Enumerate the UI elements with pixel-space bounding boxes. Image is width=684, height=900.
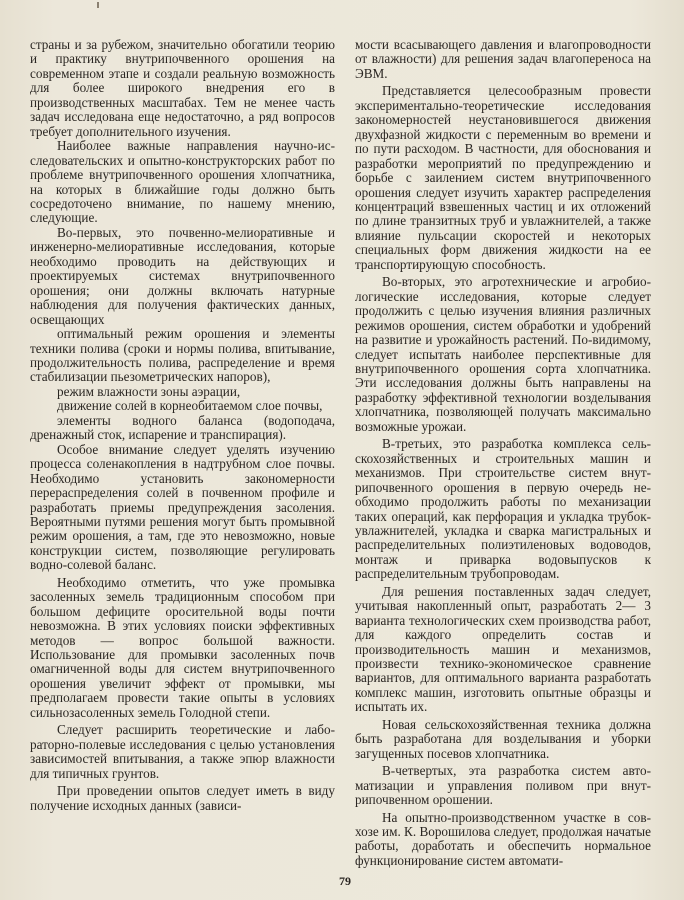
paragraph: режим влажности зоны аэрации, bbox=[57, 383, 241, 399]
page-number: 79 bbox=[339, 874, 351, 888]
paragraph: В-четвертых, эта разработка систем автоматизации и управления поливом при внутрипочвенном орошении. bbox=[355, 763, 651, 808]
paragraph: Новая сельскохозяйственная техника должна быть разработана для возделывания и уборки загущенных посевов хлопчатника. bbox=[355, 716, 651, 761]
paragraph: Особое внимание следует уделять изучению процесса соленакопления в надтрубном слое почвы. Необходимо установить закономерности перераспределения солей в почвенном профиле и разработать приемы предупреждения засоления. Вероятными путями решения могут быть промывной режим орошения, а там, где это невозможно, новые конструкции систем, позволяющие регулировать водно-солевой баланс. bbox=[30, 441, 335, 573]
left-text-column bbox=[30, 38, 335, 813]
paragraph: В-третьих, это разработка комплекса сельскохозяйственных и строительных машин и механизмов. При строительстве систем внутрипочвенного орошения в первую очередь необходимо продолжить работы по механизации таких операций, как перфорация и укладка трубок-увлажнителей, укладка и сварка магистральных и распределительных полиэтиленовых водоводов, монтаж и приварка водовыпусков к распределительным трубопроводам. bbox=[355, 436, 651, 582]
paragraph: оптимальный режим орошения и элементы техники полива (сроки и нормы полива, впитывание, продолжительность полива, распределение и время стабилизации пьезометрических напоров), bbox=[30, 326, 335, 385]
paragraph: Во-вторых, это агротехнические и агробиологические исследования, которые следует продолжить с целью изучения влияния различных режимов орошения, систем обработки и удобрений на развитие и урожайность растений. По-видимому, следует испытать наиболее перспективные для внутрипочвенного орошения сорта хлопчатника. Эти исследования должны быть направлены на разработку эффективной технологии возделывания хлопчатника, позволяющей получать максимально возможные урожаи. bbox=[355, 274, 651, 434]
paragraph: Следует расширить теоретические и лабораторно-полевые исследования с целью установления зависимостей впитывания, а также эпюр влажности для типичных грунтов. bbox=[30, 722, 335, 781]
right-text-column bbox=[355, 38, 651, 868]
paragraph: страны и за рубежом, значительно обогатили теорию и практику внутрипочвенного орошения на современном этапе и создали реальную возможность для более широкого внедрения его в производственных масштабах. Тем не менее часть задач исследована еще недостаточно, а ряд вопросов требует дополнительного изучения. bbox=[30, 37, 335, 139]
paragraph: На опытно-производственном участке в совхозе им. К. Ворошилова следует, продолжая начатые работы, доработать и обеспечить нормальное функционирование систем автомати- bbox=[355, 809, 651, 868]
paragraph: движение солей в корнеобитаемом слое почвы, bbox=[57, 398, 323, 414]
paragraph: Для решения поставленных задач следует, учитывая накопленный опыт, разработать 2— 3 варианта технологических схем производства работ, для каждого определить состав и производительность машин и механизмов, произвести технико-экономическое сравнение вариантов, для оптимального варианта разработать комплекс машин, изготовить опытные образцы и испытать их. bbox=[355, 583, 651, 715]
scan-artifact-mark bbox=[97, 2, 99, 8]
paragraph: Представляется целесообразным провести экспериментально-теоретические исследования закономерностей неустановившегося движения двухфазной жидкости с переменным во времени и по пути расходом. В частности, для обоснования и разработки мероприятий по предупреждению и борьбе с заилением систем внутрипочвенного орошения следует изучить характер распределения концентраций взвешенных частиц и их отложений по длине транзитных труб и увлажнителей, а также влияние пульсации скоростей и некоторых специальных форм движения жидкости на ее транспортирующую способность. bbox=[355, 83, 651, 272]
paragraph: Необходимо отметить, что уже промывка засоленных земель традиционным способом при большом дефиците оросительной воды почти невозможна. В этих условиях поиски эффективных методов — вопрос большой важности. Использование для промывки засоленных почв омагниченной воды для систем внутрипочвенного орошения увеличит эффект от промывки, мы предполагаем провести такие опыты в условиях сильнозасоленных земель Голодной степи. bbox=[30, 574, 335, 720]
paragraph: При проведении опытов следует иметь в виду получение исходных данных (зависи- bbox=[30, 783, 335, 813]
paragraph: Во-первых, это почвенно-мелиоративные и инженерно-мелиоративные исследования, которые необходимо проводить на действующих и проектируемых системах внутрипочвенного орошения; они должны включать натурные наблюдения для получения фактических данных, освещающих bbox=[30, 224, 335, 327]
paragraph: Наиболее важные направления научно-исследовательских и опытно-конструкторских работ по проблеме внутрипочвенного орошения хлопчатника, на которых в ближайшие годы должно быть сосредоточено внимание, по нашему мнению, следующие. bbox=[30, 138, 335, 226]
paragraph: мости всасывающего давления и влагопроводности от влажности) для решения задач влагопереноса на ЭВМ. bbox=[355, 37, 651, 81]
paragraph: элементы водного баланса (водоподача, дренажный сток, испарение и транспирация). bbox=[30, 412, 335, 443]
